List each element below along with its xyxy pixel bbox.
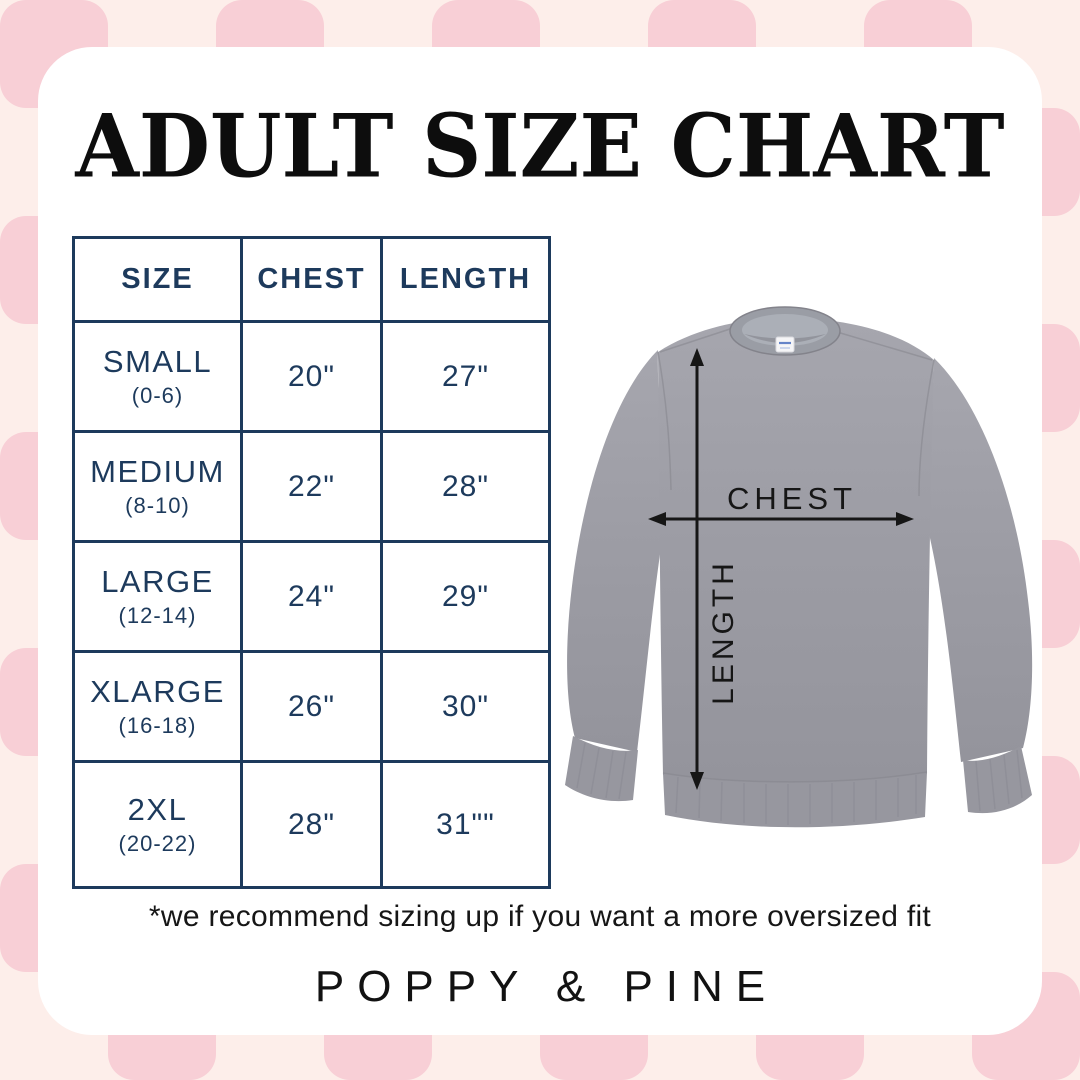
left-sleeve xyxy=(567,350,671,752)
brand-name: POPPY & PINE xyxy=(314,962,779,1011)
size-name: MEDIUM xyxy=(90,454,225,489)
table-row xyxy=(74,432,550,542)
neck-tag xyxy=(776,337,794,352)
length-label: LENGTH xyxy=(707,559,740,705)
length-value: 29" xyxy=(382,542,550,652)
chest-value: 24" xyxy=(242,542,382,652)
size-name: 2XL xyxy=(127,792,188,827)
sweatshirt-body xyxy=(658,318,934,783)
table-header-row xyxy=(74,238,550,322)
length-value: 27" xyxy=(382,322,550,432)
size-name: LARGE xyxy=(101,564,214,599)
right-sleeve xyxy=(919,358,1032,762)
length-value: 31"" xyxy=(382,762,550,888)
table-row xyxy=(74,542,550,652)
table-row xyxy=(74,762,550,888)
chest-value: 26" xyxy=(242,652,382,762)
page-title: ADULT SIZE CHART xyxy=(75,96,1005,198)
chest-value: 20" xyxy=(242,322,382,432)
size-range: (0-6) xyxy=(131,383,184,408)
header-length: LENGTH xyxy=(382,238,550,322)
chest-value: 22" xyxy=(242,432,382,542)
size-range: (8-10) xyxy=(125,493,190,518)
chest-label: CHEST xyxy=(726,481,858,516)
chest-value: 28" xyxy=(242,762,382,888)
size-range: (12-14) xyxy=(118,603,197,628)
sizing-note: *we recommend sizing up if you want a more oversized fit xyxy=(148,900,932,933)
sweatshirt-illustration xyxy=(556,298,1048,888)
size-chart-table xyxy=(72,236,551,889)
size-range: (20-22) xyxy=(118,831,197,856)
table-row xyxy=(74,652,550,762)
size-name: XLARGE xyxy=(90,674,225,709)
table-row xyxy=(74,322,550,432)
length-value: 30" xyxy=(382,652,550,762)
header-chest: CHEST xyxy=(242,238,382,322)
length-value: 28" xyxy=(382,432,550,542)
size-name: SMALL xyxy=(102,344,213,379)
header-size: SIZE xyxy=(74,238,242,322)
size-range: (16-18) xyxy=(118,713,197,738)
